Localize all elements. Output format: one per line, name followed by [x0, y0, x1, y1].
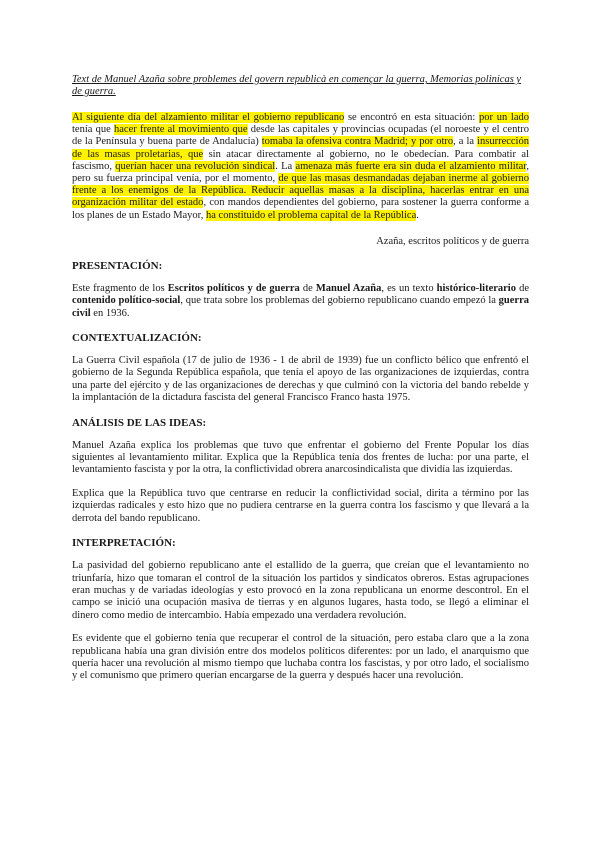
- text-segment: de: [299, 282, 316, 294]
- bold-term: Escritos políticos y de guerra: [167, 282, 300, 294]
- bold-term: histórico-literario: [436, 282, 516, 294]
- section-paragraph: [72, 355, 529, 405]
- text-segment: tenía que: [72, 124, 114, 136]
- text-segment: , pero su fuerza principal venía, por el momento,: [72, 160, 530, 185]
- document-page: [72, 74, 529, 694]
- text-segment: . La: [275, 160, 296, 172]
- text-segment: Manuel Azaña explica los problemas que tuvo que enfrentar el gobierno del Frente Popular los días siguientes al levantamiento militar. Explica que la República tenía dos frentes de lucha: por una parte, el levantamiento fascista y por la otra, la conflictividad obrera anarcosindicalista que dividía las izquierdas.: [72, 439, 529, 476]
- text-segment: Explica que la República tuvo que centrarse en reducir la conflictividad social, dirita a término por las izquierdas radicales y esto hizo que no pudiera centrarse en la guerra contra los fascismo y que llevará a la derrota del bando republicano.: [72, 487, 529, 524]
- highlighted-text-segment: de que las masas desmandadas dejaban inerme al gobierno frente a los enemigos de la República. Reducir aquellas masas a la disciplina, hacerlas entrar en una organización militar del estado: [72, 173, 529, 209]
- highlighted-text-segment: insurrección de las masas proletarias, que: [72, 136, 529, 160]
- text-segment: La pasividad del gobierno republicano ante el estallido de la guerra, que creían que el levantamiento no triunfaría, hizo que tomaran el control de la situación los partidos y sindicatos obreros. Estas agrupaciones eran muchas y de variadas ideologías y esto provocó en la zona republicana un enorme descontrol. En el campo se inició una ocupación masiva de tierras y en algunos lugares, hasta todo, se llegó a eliminar el dinero como medio de intercambio. Había empezado una verdadera revolución.: [72, 560, 529, 621]
- text-segment: Es evidente que el gobierno tenía que recuperar el control de la situación, pero estaba claro que a la zona republicana había una gran división entre dos modelos políticos diferentes: por un lado, el anarquismo que quería hacer una revolución al mismo tiempo que luchaba contra los fascistas, y por otro lado, el socialismo y el comunismo que primero querían encargarse de la guerra y después hacer una revolución.: [72, 633, 529, 682]
- highlighted-text-segment: Al siguiente día del alzamiento militar el gobierno republicano: [72, 112, 345, 123]
- text-segment: en 1936.: [90, 307, 130, 319]
- highlighted-text-segment: amenaza más fuerte era sin duda el alzamiento militar: [295, 160, 527, 172]
- highlighted-text-segment: ha constituido el problema capital de la República: [206, 209, 417, 221]
- text-segment: , es un texto: [381, 282, 437, 294]
- text-segment: , a la: [453, 136, 478, 148]
- highlighted-text-segment: por un lado: [479, 112, 529, 123]
- quote-source: Azaña, escritos políticos y de guerra: [376, 235, 529, 247]
- section-heading: ANÁLISIS DE LAS IDEAS:: [72, 416, 207, 429]
- section-heading: PRESENTACIÓN:: [72, 259, 163, 272]
- section-paragraph: [72, 488, 529, 525]
- text-segment: se encontró en esta situación:: [344, 112, 480, 123]
- bold-term: guerra civil: [72, 295, 529, 319]
- text-segment: La Guerra Civil española (17 de julio de 1936 - 1 de abril de 1939) fue un conflicto bélico que enfrentó el gobierno de la Segunda República española, que tenía el apoyo de las organizaciones de izquierdas, contra una parte del ejército y de las organizaciones de derechas y que culminó con la victoria del bando rebelde y la implantación de la dictadura fascista del general Francisco Franco hasta 1975.: [72, 355, 529, 404]
- text-segment: , que trata sobre los problemas del gobierno republicano cuando empezó la: [180, 295, 499, 307]
- sections-container: [72, 260, 529, 683]
- highlighted-text-segment: hacer frente al movimiento que: [114, 124, 248, 136]
- text-segment: de: [515, 282, 529, 294]
- text-segment: sin atacar directamente al gobierno, no le obedecían. Para combatir al fascismo,: [72, 148, 529, 172]
- bold-term: contenido político-social: [72, 295, 181, 307]
- text-segment: desde las capitales y provincias ocupadas (el noroeste y el centro de la Península y buena parte de Andalucía): [72, 124, 529, 148]
- text-segment: .: [416, 209, 419, 221]
- section-paragraph: [72, 560, 529, 622]
- document-title: Text de Manuel Azaña sobre problemes del govern republicà en començar la guerra, Memorias polinicas y de guerra.: [72, 74, 522, 97]
- section-paragraph: [72, 633, 529, 683]
- text-segment: Este fragmento de los: [72, 282, 168, 294]
- section-heading: CONTEXTUALIZACIÓN:: [72, 332, 202, 345]
- bold-term: Manuel Azaña: [315, 282, 382, 294]
- quoted-text: [72, 112, 529, 222]
- section-paragraph: [72, 440, 529, 477]
- highlighted-text-segment: querían hacer una revolución sindical: [115, 160, 276, 172]
- section-paragraph: [72, 283, 529, 320]
- text-segment: , con mandos dependientes del gobierno, para sostener la guerra conforme a los planes de un Estado Mayor,: [72, 197, 529, 221]
- highlighted-text-segment: tomaba la ofensiva contra Madrid; y por otro: [261, 136, 454, 148]
- section-heading: INTERPRETACIÓN:: [72, 537, 176, 550]
